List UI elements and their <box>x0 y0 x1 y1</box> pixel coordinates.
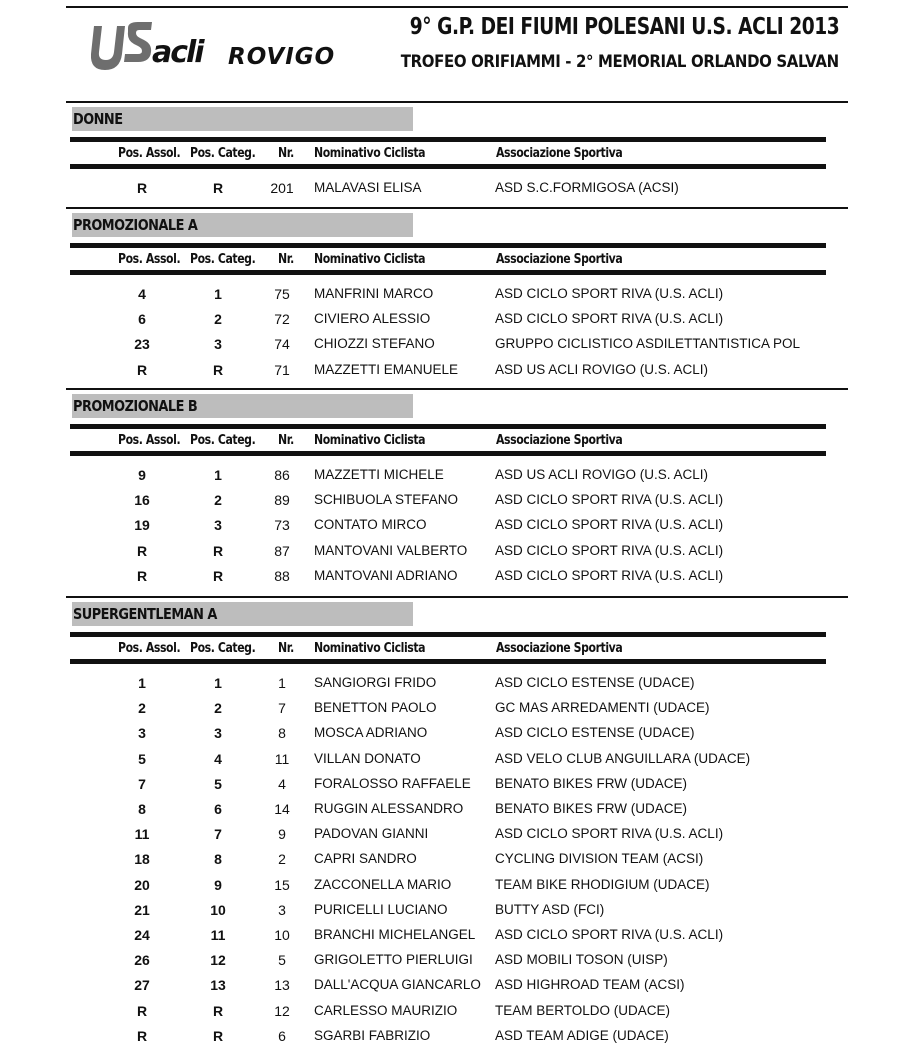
result-row <box>66 543 848 563</box>
result-row <box>66 902 848 922</box>
result-row <box>66 977 848 997</box>
header-rule-top <box>70 424 826 429</box>
pos-categ-cell: 4 <box>214 750 222 767</box>
pos-categ-cell: 11 <box>210 927 226 943</box>
team-cell: ASD TEAM ADIGE (UDACE) <box>495 1027 669 1043</box>
header-nr: Nr. <box>278 146 294 161</box>
pos-assol-cell: 7 <box>138 775 146 792</box>
pos-assol-cell: 2 <box>138 700 146 717</box>
team-cell: GC MAS ARREDAMENTI (UDACE) <box>495 700 710 716</box>
bib-number-cell: 87 <box>274 542 290 559</box>
team-cell: ASD US ACLI ROVIGO (U.S. ACLI) <box>495 467 709 482</box>
pos-categ-cell: 6 <box>214 801 222 817</box>
rider-name-cell: MAZZETTI EMANUELE <box>314 361 459 377</box>
rider-name-cell: FORALOSSO RAFFAELE <box>314 775 471 791</box>
section-title: PROMOZIONALE B <box>73 397 198 415</box>
section-title-band <box>72 107 413 131</box>
bib-number-cell: 7 <box>278 700 286 717</box>
header-rule-top <box>70 632 826 637</box>
pos-assol-cell: R <box>136 567 148 584</box>
column-headers <box>66 146 848 162</box>
result-row <box>66 180 848 200</box>
svg-text:acli: acli <box>152 35 203 70</box>
bib-number-cell: 71 <box>274 361 290 378</box>
result-row <box>66 1003 848 1023</box>
team-cell: ASD CICLO SPORT RIVA (U.S. ACLI) <box>495 826 724 842</box>
result-row <box>66 725 848 745</box>
team-cell: TEAM BIKE RHODIGIUM (UDACE) <box>495 876 710 892</box>
column-headers <box>66 433 848 449</box>
pos-categ-cell: 9 <box>214 876 222 893</box>
section-divider <box>66 101 848 103</box>
team-cell: CYCLING DIVISION TEAM (ACSI) <box>495 851 704 867</box>
rider-name-cell: SGARBI FABRIZIO <box>314 1027 431 1043</box>
header-pos-categ: Pos. Categ. <box>190 641 256 656</box>
rider-name-cell: GRIGOLETTO PIERLUIGI <box>314 952 473 968</box>
pos-categ-cell: 2 <box>214 492 222 509</box>
team-cell: ASD CICLO SPORT RIVA (U.S. ACLI) <box>495 567 724 583</box>
pos-categ-cell: R <box>212 542 224 559</box>
pos-assol-cell: R <box>136 1002 148 1019</box>
rider-name-cell: SANGIORGI FRIDO <box>314 675 437 690</box>
team-cell: BENATO BIKES FRW (UDACE) <box>495 801 688 816</box>
team-cell: ASD CICLO SPORT RIVA (U.S. ACLI) <box>495 517 724 533</box>
pos-categ-cell: 3 <box>214 725 222 742</box>
rider-name-cell: CAPRI SANDRO <box>314 851 417 867</box>
header-associazione: Associazione Sportiva <box>496 433 623 448</box>
bib-number-cell: 11 <box>274 750 290 767</box>
team-cell: ASD HIGHROAD TEAM (ACSI) <box>495 977 685 993</box>
result-row <box>66 517 848 537</box>
result-row <box>66 952 848 972</box>
header-pos-categ: Pos. Categ. <box>190 252 256 267</box>
rider-name-cell: PADOVAN GIANNI <box>314 826 429 842</box>
bib-number-cell: 10 <box>274 927 290 943</box>
pos-categ-cell: R <box>212 180 224 196</box>
pos-assol-cell: 9 <box>138 467 146 483</box>
result-row <box>66 776 848 796</box>
rider-name-cell: ZACCONELLA MARIO <box>314 876 452 892</box>
rider-name-cell: MOSCA ADRIANO <box>314 725 428 741</box>
pos-assol-cell: 21 <box>134 901 150 918</box>
pos-assol-cell: 16 <box>134 492 150 509</box>
result-row <box>66 877 848 897</box>
header-associazione: Associazione Sportiva <box>496 641 623 656</box>
section-title: PROMOZIONALE A <box>73 216 198 234</box>
pos-assol-cell: 26 <box>134 952 150 969</box>
bib-number-cell: 5 <box>278 952 286 969</box>
rider-name-cell: CONTATO MIRCO <box>314 517 427 533</box>
pos-assol-cell: 19 <box>134 517 150 534</box>
result-row <box>66 492 848 512</box>
header-pos-categ: Pos. Categ. <box>190 433 256 448</box>
bib-number-cell: 74 <box>274 336 290 353</box>
pos-categ-cell: 2 <box>214 700 222 717</box>
rider-name-cell: CARLESSO MAURIZIO <box>314 1002 458 1018</box>
rider-name-cell: VILLAN DONATO <box>314 750 421 766</box>
header-rule-bottom <box>70 451 826 456</box>
team-cell: ASD MOBILI TOSON (UISP) <box>495 952 668 968</box>
team-cell: ASD S.C.FORMIGOSA (ACSI) <box>495 180 679 195</box>
bib-number-cell: 15 <box>274 876 290 893</box>
bib-number-cell: 89 <box>274 492 290 509</box>
city-label: ROVIGO <box>228 44 336 70</box>
rider-name-cell: RUGGIN ALESSANDRO <box>314 801 464 816</box>
pos-categ-cell: 13 <box>210 977 226 994</box>
rider-name-cell: MANFRINI MARCO <box>314 286 434 301</box>
bib-number-cell: 6 <box>278 1027 286 1044</box>
header-nominativo: Nominativo Ciclista <box>314 433 426 448</box>
top-rule <box>66 6 848 8</box>
bib-number-cell: 73 <box>274 517 290 534</box>
header-rule-bottom <box>70 270 826 275</box>
rider-name-cell: CHIOZZI STEFANO <box>314 336 435 352</box>
team-cell: BENATO BIKES FRW (UDACE) <box>495 775 688 791</box>
result-row <box>66 336 848 356</box>
pos-categ-cell: 12 <box>210 952 226 969</box>
pos-categ-cell: 2 <box>214 311 222 328</box>
rider-name-cell: MANTOVANI VALBERTO <box>314 542 468 558</box>
bib-number-cell: 3 <box>278 901 286 918</box>
pos-assol-cell: 18 <box>134 851 150 868</box>
team-cell: ASD CICLO SPORT RIVA (U.S. ACLI) <box>495 311 724 327</box>
pos-categ-cell: 5 <box>214 775 222 792</box>
result-row <box>66 851 848 871</box>
column-headers <box>66 252 848 268</box>
section-title: DONNE <box>73 110 123 128</box>
pos-categ-cell: 8 <box>214 851 222 868</box>
rider-name-cell: PURICELLI LUCIANO <box>314 901 448 917</box>
pos-assol-cell: R <box>136 542 148 559</box>
pos-categ-cell: 1 <box>214 286 222 302</box>
event-title: 9° G.P. DEI FIUMI POLESANI U.S. ACLI 2013 <box>409 14 839 40</box>
section-title: SUPERGENTLEMAN A <box>73 605 217 623</box>
pos-assol-cell: 27 <box>134 977 150 994</box>
pos-assol-cell: 24 <box>134 927 150 943</box>
header-associazione: Associazione Sportiva <box>496 252 623 267</box>
pos-assol-cell: R <box>136 180 148 196</box>
header-rule-top <box>70 137 826 142</box>
header-rule-bottom <box>70 659 826 664</box>
pos-assol-cell: 6 <box>138 311 146 328</box>
team-cell: ASD VELO CLUB ANGUILLARA (UDACE) <box>495 750 751 766</box>
column-headers <box>66 641 848 657</box>
pos-categ-cell: R <box>212 567 224 584</box>
header-pos-assol: Pos. Assol. <box>118 433 181 448</box>
bib-number-cell: 72 <box>274 311 290 328</box>
event-subtitle: TROFEO ORIFIAMMI - 2° MEMORIAL ORLANDO SALVAN <box>400 52 839 72</box>
pos-assol-cell: 5 <box>138 750 146 767</box>
header-nominativo: Nominativo Ciclista <box>314 252 426 267</box>
bib-number-cell: 4 <box>278 775 286 792</box>
pos-assol-cell: R <box>136 361 148 378</box>
team-cell: ASD CICLO SPORT RIVA (U.S. ACLI) <box>495 542 724 558</box>
bib-number-cell: 9 <box>278 826 286 843</box>
team-cell: TEAM BERTOLDO (UDACE) <box>495 1002 671 1018</box>
header-nr: Nr. <box>278 433 294 448</box>
rider-name-cell: MALAVASI ELISA <box>314 180 422 195</box>
team-cell: ASD CICLO SPORT RIVA (U.S. ACLI) <box>495 927 724 942</box>
pos-assol-cell: R <box>136 1027 148 1044</box>
bib-number-cell: 1 <box>278 675 286 691</box>
team-cell: BUTTY ASD (FCI) <box>495 901 605 917</box>
header-nominativo: Nominativo Ciclista <box>314 641 426 656</box>
rider-name-cell: MAZZETTI MICHELE <box>314 467 444 482</box>
pos-categ-cell: 10 <box>210 901 226 918</box>
result-row <box>66 826 848 846</box>
pos-assol-cell: 8 <box>138 801 146 817</box>
pos-assol-cell: 20 <box>134 876 150 893</box>
bib-number-cell: 201 <box>270 180 294 196</box>
rider-name-cell: BRANCHI MICHELANGEL <box>314 927 476 942</box>
bib-number-cell: 88 <box>274 567 290 584</box>
pos-categ-cell: R <box>212 1002 224 1019</box>
rider-name-cell: MANTOVANI ADRIANO <box>314 567 458 583</box>
bib-number-cell: 14 <box>274 801 290 817</box>
header-pos-assol: Pos. Assol. <box>118 252 181 267</box>
bib-number-cell: 75 <box>274 286 290 302</box>
header-pos-assol: Pos. Assol. <box>118 146 181 161</box>
team-cell: GRUPPO CICLISTICO ASDILETTANTISTICA POL <box>495 336 801 352</box>
result-row <box>66 362 848 382</box>
rider-name-cell: DALL'ACQUA GIANCARLO <box>314 977 481 993</box>
result-row <box>66 751 848 771</box>
us-acli-logo <box>88 18 218 74</box>
bib-number-cell: 8 <box>278 725 286 742</box>
result-row <box>66 801 848 821</box>
bib-number-cell: 13 <box>274 977 290 994</box>
team-cell: ASD US ACLI ROVIGO (U.S. ACLI) <box>495 361 709 377</box>
header-pos-categ: Pos. Categ. <box>190 146 256 161</box>
team-cell: ASD CICLO SPORT RIVA (U.S. ACLI) <box>495 286 724 301</box>
result-row <box>66 467 848 487</box>
bib-number-cell: 2 <box>278 851 286 868</box>
pos-categ-cell: R <box>212 1027 224 1044</box>
rider-name-cell: BENETTON PAOLO <box>314 700 437 716</box>
pos-categ-cell: 1 <box>214 467 222 483</box>
header-nominativo: Nominativo Ciclista <box>314 146 426 161</box>
result-row <box>66 675 848 695</box>
header-associazione: Associazione Sportiva <box>496 146 623 161</box>
rider-name-cell: CIVIERO ALESSIO <box>314 311 431 327</box>
result-row <box>66 568 848 588</box>
team-cell: ASD CICLO SPORT RIVA (U.S. ACLI) <box>495 492 724 508</box>
header-pos-assol: Pos. Assol. <box>118 641 181 656</box>
result-row <box>66 286 848 306</box>
section-divider <box>66 207 848 209</box>
header-nr: Nr. <box>278 641 294 656</box>
rider-name-cell: SCHIBUOLA STEFANO <box>314 492 459 508</box>
team-cell: ASD CICLO ESTENSE (UDACE) <box>495 725 695 741</box>
result-row <box>66 311 848 331</box>
header-nr: Nr. <box>278 252 294 267</box>
pos-assol-cell: 3 <box>138 725 146 742</box>
pos-assol-cell: 4 <box>138 286 146 302</box>
pos-assol-cell: 1 <box>138 675 146 691</box>
header-rule-bottom <box>70 164 826 169</box>
result-row <box>66 927 848 947</box>
team-cell: ASD CICLO ESTENSE (UDACE) <box>495 675 695 690</box>
bib-number-cell: 86 <box>274 467 290 483</box>
section-divider <box>66 596 848 598</box>
pos-categ-cell: 3 <box>214 517 222 534</box>
pos-categ-cell: 3 <box>214 336 222 353</box>
result-row <box>66 1028 848 1048</box>
pos-assol-cell: 23 <box>134 336 150 353</box>
result-row <box>66 700 848 720</box>
pos-categ-cell: R <box>212 361 224 378</box>
pos-assol-cell: 11 <box>134 826 150 843</box>
pos-categ-cell: 7 <box>214 826 222 843</box>
section-divider <box>66 388 848 390</box>
pos-categ-cell: 1 <box>214 675 222 691</box>
bib-number-cell: 12 <box>274 1002 290 1019</box>
header-rule-top <box>70 243 826 248</box>
